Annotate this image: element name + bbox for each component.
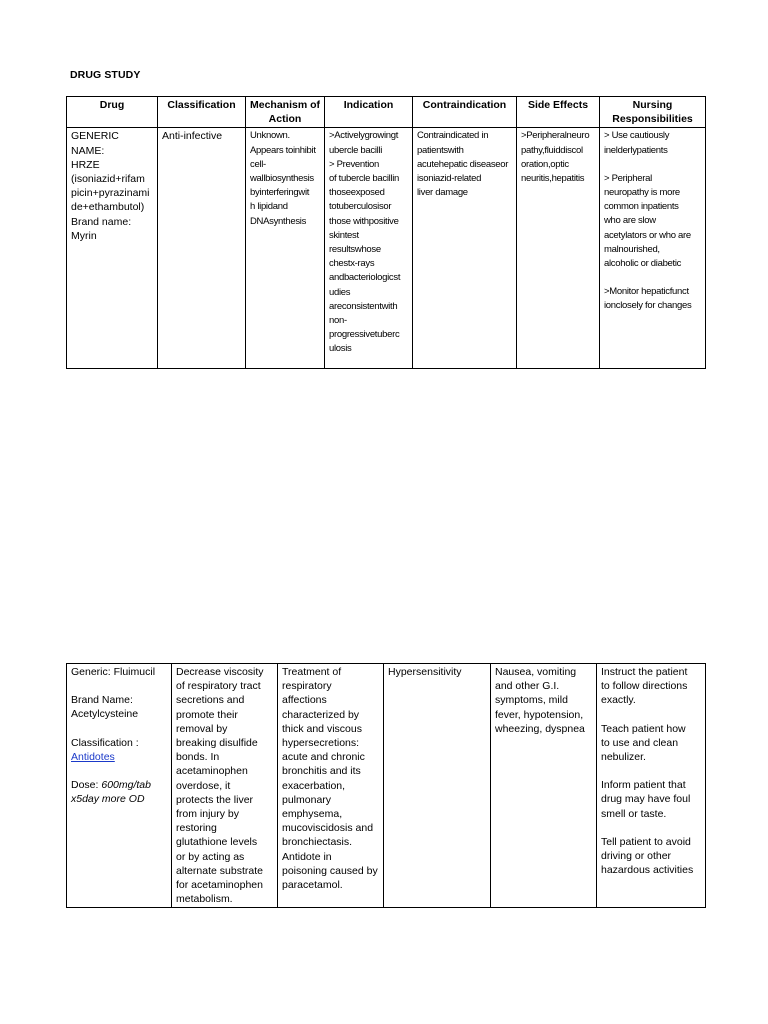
cell-text-line: resultswhose: [329, 244, 381, 256]
cell-text-line: common inpatients: [604, 201, 679, 213]
cell-text-line: hazardous activities: [601, 864, 694, 877]
cell-text-line: exactly.: [601, 694, 636, 707]
cell-indication: [278, 664, 384, 908]
cell-text-line: wheezing, dyspnea: [495, 722, 585, 735]
cell-text-line: symptoms, mild: [495, 694, 568, 707]
cell-text-line: Unknown.: [250, 130, 290, 142]
cell-text-line: Contraindicated in: [417, 130, 489, 142]
cell-text-line: alcoholic or diabetic: [604, 258, 682, 270]
cell-text-line: byinterferingwit: [250, 187, 310, 199]
drug-study-table-fluimucil: [66, 663, 706, 908]
cell-text-line: emphysema,: [282, 808, 343, 821]
drug-study-table-hrze: [66, 96, 706, 369]
cell-text-line: of tubercle bacillin: [329, 173, 400, 185]
cell-text-line: >Peripheralneuro: [521, 130, 590, 142]
header-drug: Drug: [67, 97, 158, 128]
cell-text-line: pulmonary: [282, 793, 332, 806]
nursing-item: [604, 285, 701, 313]
cell-text-line: h lipidand: [250, 201, 288, 213]
cell-text-line: totuberculosisor: [329, 201, 392, 213]
table-row: [67, 128, 706, 369]
cell-text-line: de+ethambutol): [71, 201, 145, 214]
classification-link[interactable]: Antidotes: [71, 750, 115, 763]
cell-text-line: malnourished,: [604, 243, 660, 255]
cell-text-line: Anti-infective: [162, 130, 223, 143]
cell-text-line: nebulizer.: [601, 751, 646, 764]
cell-text-line: paracetamol.: [282, 879, 343, 892]
cell-text-line: > Peripheral: [604, 172, 652, 184]
cell-mechanism: [172, 664, 278, 908]
cell-text-line: respiratory: [282, 680, 332, 693]
cell-text-line: Brand name:: [71, 215, 132, 228]
cell-text-line: overdose, it: [176, 779, 231, 792]
cell-text-line: thick and viscous: [282, 722, 362, 735]
cell-text-line: bonds. In: [176, 751, 220, 764]
cell-text-line: wallbiosynthesis: [250, 173, 314, 185]
cell-text-line: chestx-rays: [329, 258, 375, 270]
cell-text-line: and other G.I.: [495, 680, 560, 693]
cell-text-line: acutehepatic diseaseor: [417, 158, 509, 170]
dose-label: Dose:: [71, 779, 102, 792]
cell-text-line: glutathione levels: [176, 836, 258, 849]
nursing-item: [601, 835, 701, 878]
cell-text-line: picin+pyrazinami: [71, 187, 150, 200]
cell-text-line: ulosis: [329, 343, 352, 355]
cell-mechanism: [246, 128, 325, 369]
cell-text-line: smell or taste.: [601, 807, 667, 820]
document-title: DRUG STUDY: [70, 69, 141, 81]
cell-text-line: Nausea, vomiting: [495, 666, 577, 678]
cell-text-line: promote their: [176, 708, 238, 721]
cell-text-line: affections: [282, 694, 327, 707]
cell-text-line: Appears toinhibit: [250, 144, 316, 156]
cell-text-line: isoniazid-related: [417, 173, 482, 185]
cell-text-line: ionclosely for changes: [604, 300, 692, 312]
cell-text-line: acute and chronic: [282, 751, 365, 764]
dose-value: 600mg/tab: [101, 779, 151, 792]
nursing-item: [601, 722, 701, 765]
cell-text-line: or by acting as: [176, 850, 245, 863]
cell-text-line: hypersecretions:: [282, 737, 360, 750]
header-contraindication: Contraindication: [413, 97, 517, 128]
cell-side-effects: [491, 664, 597, 908]
cell-text-line: driving or other: [601, 850, 672, 863]
cell-text-line: Tell patient to avoid: [601, 835, 691, 848]
cell-text-line: Teach patient how: [601, 722, 686, 735]
cell-contraindication: [384, 664, 491, 908]
cell-text-line: (isoniazid+rifam: [71, 173, 145, 186]
cell-text-line: those withpositive: [329, 215, 399, 227]
cell-text-line: liver damage: [417, 187, 468, 199]
cell-text-line: protects the liver: [176, 793, 254, 806]
cell-text-line: areconsistentwith: [329, 300, 398, 312]
cell-text-line: > Prevention: [329, 158, 380, 170]
dose: [71, 778, 167, 792]
cell-text-line: DNAsynthesis: [250, 215, 307, 227]
cell-text-line: >Activelygrowingt: [329, 130, 399, 142]
cell-text-line: andbacteriologicst: [329, 272, 401, 284]
table-header-row: [67, 97, 706, 128]
cell-text-line: Decrease viscosity: [176, 666, 264, 678]
cell-text-line: alternate substrate: [176, 864, 263, 877]
cell-drug: [67, 664, 172, 908]
cell-text-line: who are slow: [604, 215, 656, 227]
cell-text-line: udies: [329, 286, 351, 298]
classification-label: Classification :: [71, 736, 139, 749]
cell-text-line: to use and clean: [601, 736, 679, 749]
cell-text-line: GENERIC NAME:: [71, 130, 122, 157]
nursing-item: [601, 665, 701, 708]
cell-text-line: characterized by: [282, 708, 360, 721]
cell-text-line: >Monitor hepaticfunct: [604, 286, 689, 298]
cell-text-line: pathy,fluiddiscol: [521, 144, 583, 156]
cell-text-line: inelderlypatients: [604, 144, 668, 156]
cell-text-line: Myrin: [71, 229, 97, 242]
nursing-item: [604, 172, 701, 271]
cell-text-line: Instruct the patient: [601, 666, 688, 678]
cell-text-line: restoring: [176, 822, 217, 835]
cell-text-line: acetaminophen: [176, 765, 248, 778]
cell-text-line: thoseexposed: [329, 187, 385, 199]
cell-text-line: patientswith: [417, 144, 464, 156]
cell-nursing-responsibilities: [600, 128, 706, 369]
cell-text-line: oration,optic: [521, 158, 569, 170]
cell-text-line: bronchitis and its: [282, 765, 361, 778]
cell-side-effects: [517, 128, 600, 369]
cell-classification: [158, 128, 246, 369]
cell-text-line: Inform patient that: [601, 779, 686, 792]
cell-drug: [67, 128, 158, 369]
cell-text-line: fever, hypotension,: [495, 708, 584, 721]
cell-text-line: cell-: [250, 158, 266, 170]
header-indication: Indication: [325, 97, 413, 128]
cell-text-line: neuropathy is more: [604, 187, 680, 199]
cell-text-line: for acetaminophen: [176, 879, 263, 892]
cell-text-line: poisoning caused by: [282, 864, 378, 877]
cell-text-line: > Use cautiously: [604, 130, 670, 142]
cell-text-line: Treatment of: [282, 666, 342, 678]
cell-text-line: bronchiectasis.: [282, 836, 353, 849]
table-row: [67, 664, 706, 908]
nursing-item: [601, 778, 701, 821]
cell-indication: [325, 128, 413, 369]
cell-nursing-responsibilities: [597, 664, 706, 908]
cell-text-line: drug may have foul: [601, 793, 691, 806]
brand-label: Brand Name:: [71, 694, 133, 707]
brand-name: Acetylcysteine: [71, 708, 139, 721]
generic-name: Generic: Fluimucil: [71, 666, 156, 678]
cell-text-line: exacerbation,: [282, 779, 346, 792]
cell-text-line: to follow directions: [601, 680, 688, 693]
cell-text-line: neuritis,hepatitis: [521, 173, 585, 185]
cell-text-line: breaking disulfide: [176, 737, 258, 750]
cell-text-line: mucoviscidosis and: [282, 822, 374, 835]
dose-frequency: x5day more OD: [71, 793, 145, 806]
cell-text-line: Antidote in: [282, 850, 332, 863]
cell-text-line: removal by: [176, 722, 228, 735]
cell-contraindication: [413, 128, 517, 369]
cell-text-line: non-: [329, 315, 347, 327]
header-side-effects: Side Effects: [517, 97, 600, 128]
cell-text-line: metabolism.: [176, 893, 233, 906]
cell-text-line: progressivetuberc: [329, 329, 400, 341]
header-nursing-responsibilities: Nursing Responsibilities: [600, 97, 706, 128]
cell-text-line: acetylators or who are: [604, 229, 691, 241]
header-mechanism: Mechanism of Action: [246, 97, 325, 128]
cell-text-line: ubercle bacilli: [329, 144, 383, 156]
cell-text-line: from injury by: [176, 808, 240, 821]
cell-text-line: Hypersensitivity: [388, 666, 462, 678]
cell-text-line: of respiratory tract: [176, 680, 261, 693]
cell-text-line: HRZE: [71, 158, 100, 171]
header-classification: Classification: [158, 97, 246, 128]
cell-text-line: skintest: [329, 229, 359, 241]
cell-text-line: secretions and: [176, 694, 245, 707]
nursing-item: [604, 129, 701, 157]
